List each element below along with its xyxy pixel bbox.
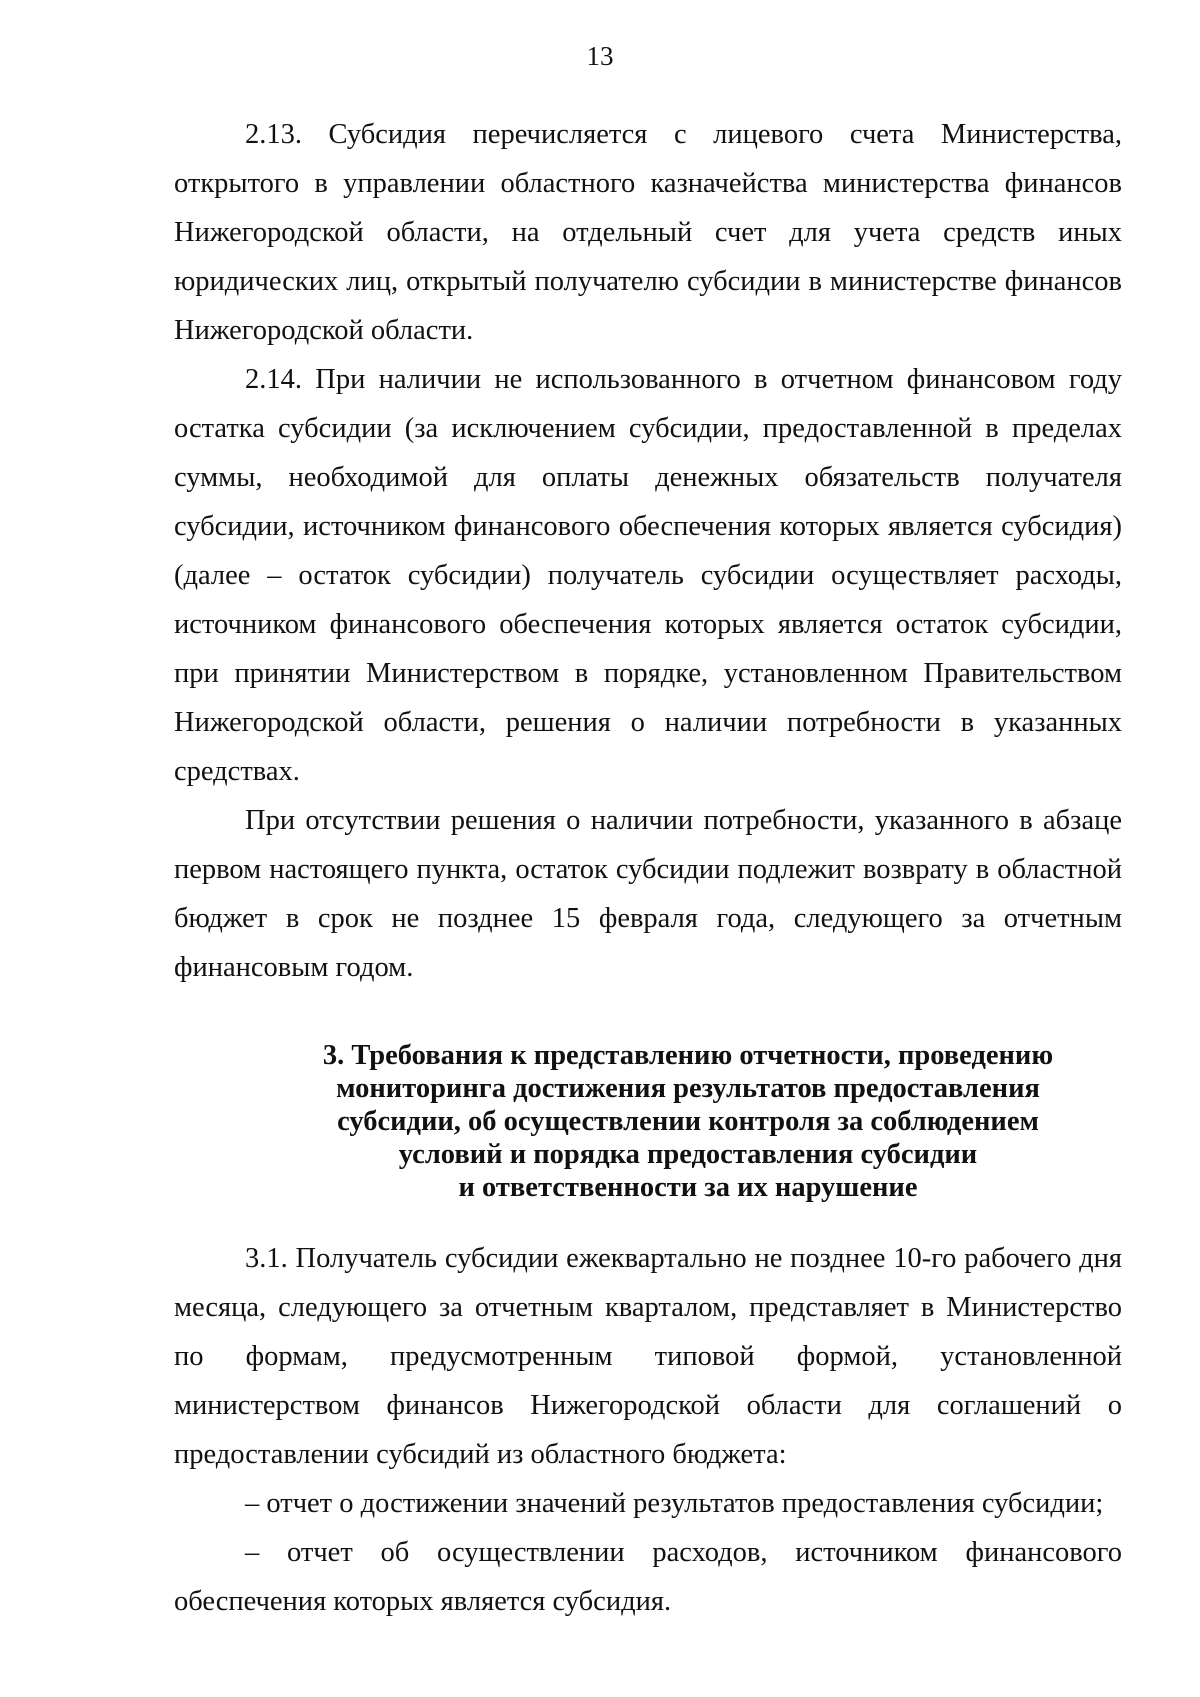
paragraph-3-1: 3.1. Получатель субсидии ежеквартально не позднее 10-го рабочего дня месяца, следующего за отчетным кварталом, представляет в Министерство по формам, предусмотренным типовой формой, установленной министерством финансов Нижегородской области для соглашений о предоставлении субсидий из областного бюджета: xyxy=(174,1243,1122,1470)
paragraph-2-14: 2.14. При наличии не использованного в отчетном финансовом году остатка субсидии (за исключением субсидии, предоставленной в пределах суммы, необходимой для оплаты денежных обязательств получателя субсидии, источником финансового обеспечения которых является субсидия) (далее – остаток субсидии) получатель субсидии осуществляет расходы, источником финансового обеспечения которых является остаток субсидии, при принятии Министерством в порядке, установленном Правительством Нижегородской области, решения о наличии потребности в указанных средствах. xyxy=(174,364,1122,787)
list-item: – отчет об осуществлении расходов, источником финансового обеспечения которых является субсидия. xyxy=(174,1537,1122,1617)
paragraph-2-13: 2.13. Субсидия перечисляется с лицевого счета Министерства, открытого в управлении областного казначейства министерства финансов Нижегородской области, на отдельный счет для учета средств иных юридических лиц, открытый получателю субсидии в министерстве финансов Нижегородской области. xyxy=(174,119,1122,346)
paragraph-2-14-abs2: При отсутствии решения о наличии потребности, указанного в абзаце первом настоящего пункта, остаток субсидии подлежит возврату в областной бюджет в срок не позднее 15 февраля года, следующего за отчетным финансовым годом. xyxy=(174,805,1122,983)
document-body xyxy=(174,110,1122,1626)
list-item: – отчет о достижении значений результатов предоставления субсидии; xyxy=(245,1488,1104,1519)
section-heading-line: мониторинга достижения результатов предоставления xyxy=(336,1073,1040,1104)
section-heading-line: условий и порядка предоставления субсидии xyxy=(398,1139,978,1170)
section-heading xyxy=(174,1039,1122,1204)
page-number: 13 xyxy=(586,41,614,71)
section-heading-line: и ответственности за их нарушение xyxy=(458,1172,918,1203)
section-heading-line: 3. Требования к представлению отчетности, проведению xyxy=(322,1040,1054,1071)
section-heading-line: субсидии, об осуществлении контроля за соблюдением xyxy=(337,1106,1039,1137)
heading-spacer xyxy=(174,1204,1122,1234)
